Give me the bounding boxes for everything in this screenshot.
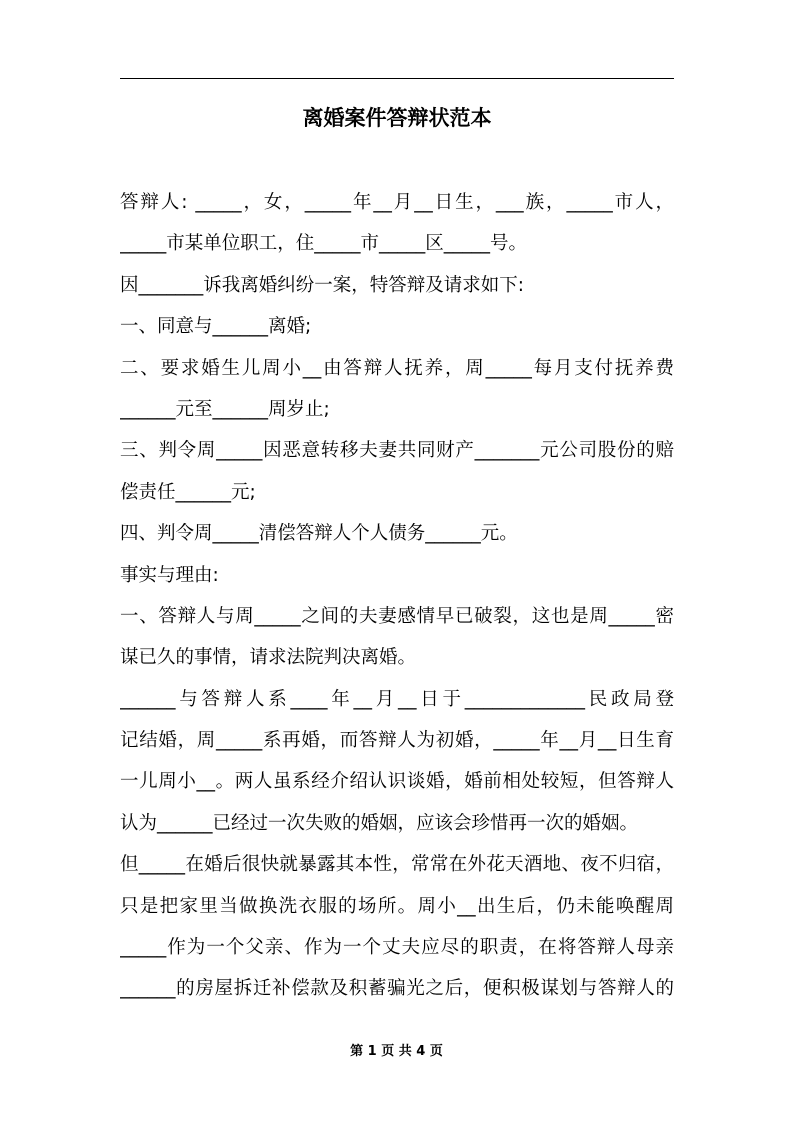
body-line-19: _____作为一个父亲、作为一个丈夫应尽的职责，在将答辩人母亲 [120, 937, 674, 959]
body-line-16: 认为______已经过一次失败的婚姻，应该会珍惜再一次的婚姻。 [120, 812, 639, 834]
body-line-13: ______与答辩人系____年__月__日于_____________民政局登 [120, 688, 674, 710]
body-line-11: 一、答辩人与周_____之间的夫妻感情早已破裂，这也是周_____密 [120, 605, 674, 627]
body-line-7: 三、判令周_____因恶意转移夫妻共同财产_______元公司股份的赔 [120, 440, 674, 462]
body-line-9: 四、判令周_____清偿答辩人个人债务______元。 [120, 523, 518, 545]
body-line-8: 偿责任______元; [120, 481, 256, 503]
body-line-15: 一儿周小__。两人虽系经介绍认识谈婚，婚前相处较短，但答辩人 [120, 771, 674, 793]
body-line-6: ______元至______周岁止; [120, 398, 330, 420]
body-line-12: 谋已久的事情，请求法院判决离婚。 [120, 647, 417, 669]
document-body [120, 182, 674, 1010]
body-line-10: 事实与理由: [120, 564, 219, 586]
body-line-20: ______的房屋拆迁补偿款及积蓄骗光之后，便积极谋划与答辩人的 [120, 978, 674, 1000]
page-number: 第 1 页 共 4 页 [350, 1044, 443, 1059]
body-line-2: _____市某单位职工，住_____市_____区_____号。 [120, 233, 528, 255]
document-title: 离婚案件答辩状范本 [302, 106, 492, 130]
body-line-5: 二、要求婚生儿周小__由答辩人抚养，周_____每月支付抚养费 [120, 357, 674, 379]
body-line-4: 一、同意与______离婚; [120, 316, 312, 338]
body-line-14: 记结婚，周_____系再婚，而答辩人为初婚，_____年__月__日生育 [120, 730, 674, 752]
body-line-18: 只是把家里当做换洗衣服的场所。周小__出生后，仍未能唤醒周 [120, 895, 674, 917]
body-line-17: 但_____在婚后很快就暴露其本性，常常在外花天酒地、夜不归宿， [120, 854, 674, 876]
header-rule [120, 78, 674, 79]
body-line-3: 因_______诉我离婚纠纷一案，特答辩及请求如下: [120, 274, 524, 296]
body-line-1: 答辩人: _____，女，_____年__月__日生，___族，_____市人， [120, 192, 674, 213]
